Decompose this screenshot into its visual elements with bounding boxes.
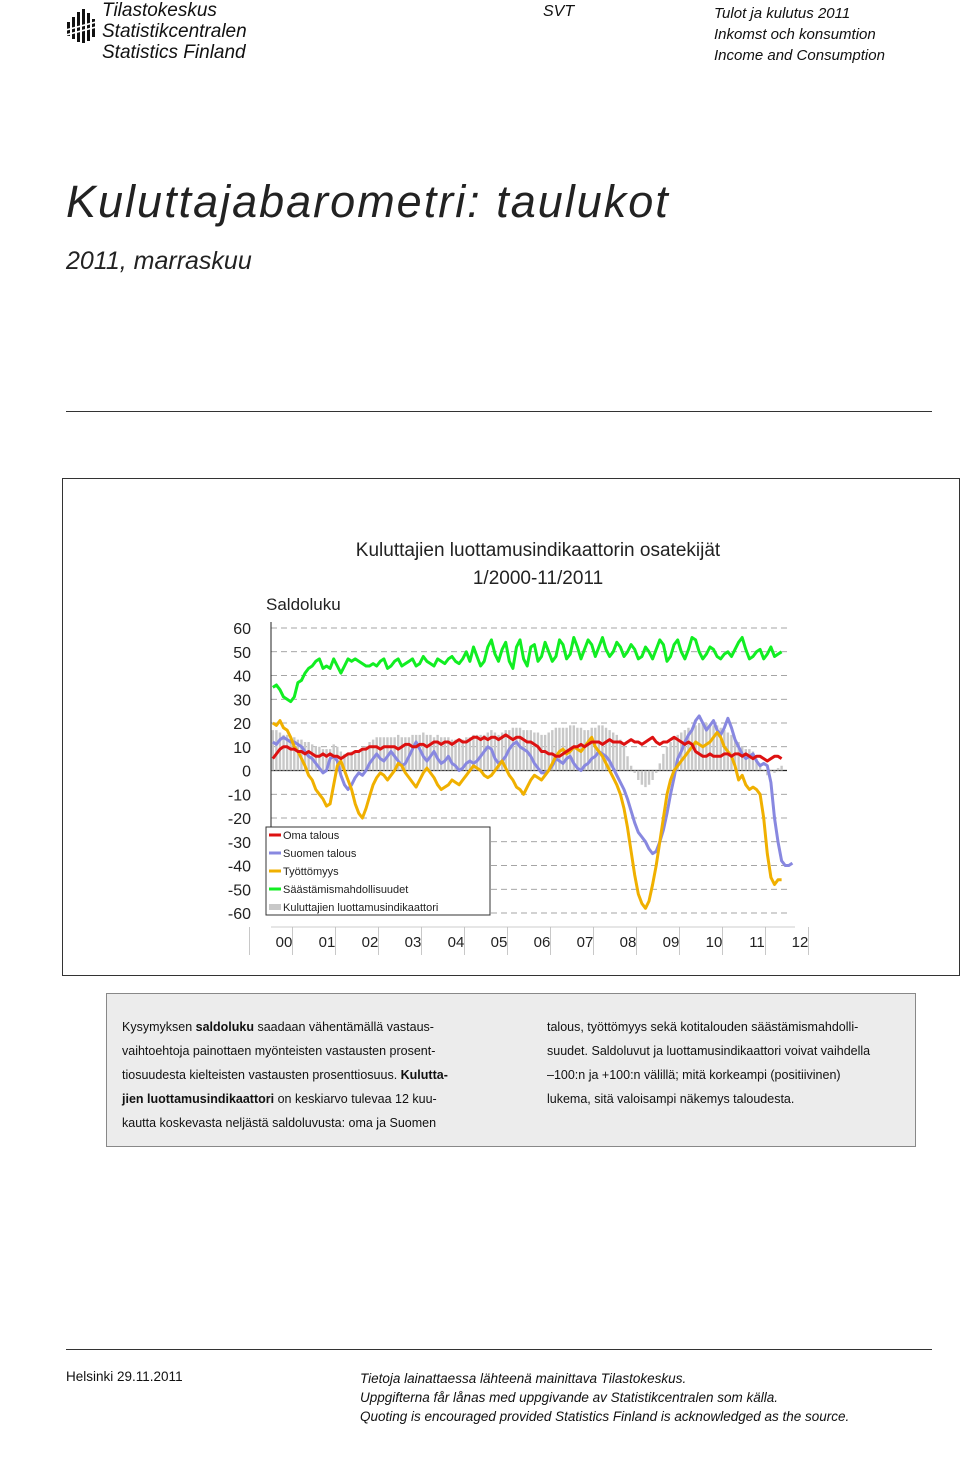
definition-right-line xyxy=(547,1063,899,1087)
indicator-bar xyxy=(777,768,779,770)
indicator-bar xyxy=(512,728,514,771)
indicator-bar xyxy=(555,728,557,771)
x-tick-label: 04 xyxy=(447,934,465,951)
indicator-bar xyxy=(272,730,274,770)
indicator-bar xyxy=(655,771,657,773)
y-unit-label: Saldoluku xyxy=(266,595,341,614)
text-segment: tiosuudesta kielteisten vastausten prosenttiosuus. xyxy=(122,1068,401,1082)
x-tick-label: 02 xyxy=(361,934,379,951)
indicator-bar xyxy=(666,747,668,771)
indicator-bar xyxy=(709,725,711,770)
indicator-bar xyxy=(616,735,618,771)
x-tick-label: 10 xyxy=(705,934,723,951)
y-tick-label: 50 xyxy=(233,644,251,662)
indicator-bar xyxy=(347,754,349,771)
x-tick-label: 06 xyxy=(533,934,551,951)
indicator-bar xyxy=(275,730,277,770)
chart-title: Kuluttajien luottamusindikaattorin osatekijät xyxy=(355,540,721,561)
text-segment: –100:n ja +100:n välillä; mitä korkeampi (positiivinen) xyxy=(547,1068,841,1082)
indicator-bar xyxy=(630,766,632,771)
definition-right-line xyxy=(547,1015,899,1039)
definition-left-line xyxy=(122,1015,478,1039)
definition-left-line xyxy=(122,1063,478,1087)
x-tick-label: 08 xyxy=(619,934,637,951)
publication-place-date: Helsinki 29.11.2011 xyxy=(66,1369,183,1384)
indicator-bar xyxy=(436,735,438,771)
indicator-bar xyxy=(770,771,772,772)
legend-label: Oma talous xyxy=(283,830,340,842)
citation-fi: Tietoja lainattaessa lähteenä mainittava Tilastokeskus. xyxy=(360,1371,687,1386)
indicator-bar xyxy=(426,735,428,771)
text-segment: vaihtoehtoja painottaen myönteisten vastausten prosent- xyxy=(122,1044,436,1058)
indicator-bar xyxy=(712,725,714,770)
indicator-bar xyxy=(634,771,636,773)
indicator-bar xyxy=(591,728,593,771)
citation-sv: Uppgifterna får lånas med uppgivande av Statistikcentralen som källa. xyxy=(360,1390,778,1405)
indicator-bar xyxy=(641,771,643,785)
definition-right-line xyxy=(547,1087,899,1111)
indicator-bar xyxy=(530,730,532,770)
indicator-bar xyxy=(415,735,417,771)
indicator-bar xyxy=(548,733,550,771)
org-name-fi: Tilastokeskus xyxy=(102,0,217,21)
indicator-bar xyxy=(780,766,782,771)
indicator-bar xyxy=(601,725,603,770)
text-segment: Kysymyksen xyxy=(122,1020,196,1034)
x-tick-label: 09 xyxy=(662,934,680,951)
document-subtitle: 2011, marraskuu xyxy=(66,247,252,275)
y-tick-label: 20 xyxy=(233,716,251,733)
indicator-bar xyxy=(659,763,661,770)
legend-label: Säästämismahdollisuudet xyxy=(283,884,409,896)
indicator-bar xyxy=(282,735,284,771)
y-tick-label: 30 xyxy=(233,692,251,710)
definition-text-left xyxy=(122,1015,478,1135)
org-name-sv: Statistikcentralen xyxy=(102,21,247,42)
y-tick-label: 60 xyxy=(233,621,251,638)
definition-box xyxy=(106,993,916,1147)
x-tick-label: 05 xyxy=(490,934,508,951)
x-tick-label: 11 xyxy=(749,934,765,951)
indicator-bar xyxy=(379,737,381,770)
org-name-en: Statistics Finland xyxy=(102,42,246,63)
confidence-components-chart xyxy=(63,479,959,975)
indicator-bar xyxy=(626,756,628,770)
indicator-bar xyxy=(361,749,363,770)
y-tick-label: -20 xyxy=(227,811,251,828)
x-tick-label: 07 xyxy=(576,934,594,951)
indicator-bar xyxy=(651,771,653,781)
indicator-bar xyxy=(662,754,664,771)
statistics-category xyxy=(714,3,885,66)
x-tick-label: 01 xyxy=(318,934,336,951)
definition-left-line xyxy=(122,1039,478,1063)
series-tag: SVT xyxy=(543,3,575,20)
divider-bottom xyxy=(66,1349,932,1350)
legend-label: Kuluttajien luottamusindikaattori xyxy=(283,902,439,914)
indicator-bar xyxy=(383,737,385,770)
legend-label: Työttömyys xyxy=(283,866,339,878)
term-highlight: saldoluku xyxy=(195,1020,254,1034)
indicator-bar xyxy=(763,771,765,772)
indicator-bar xyxy=(458,742,460,771)
indicator-bar xyxy=(644,771,646,788)
citation-notes xyxy=(360,1369,849,1426)
legend-swatch xyxy=(269,904,281,910)
text-segment: saadaan vähentämällä vastaus- xyxy=(253,1020,434,1034)
statistics-finland-logo-icon xyxy=(66,8,96,48)
indicator-bar xyxy=(469,737,471,770)
citation-en: Quoting is encouraged provided Statistics Finland is acknowledged as the source. xyxy=(360,1409,850,1424)
indicator-bar xyxy=(515,728,517,771)
indicator-bar xyxy=(648,771,650,785)
indicator-bar xyxy=(637,771,639,781)
definition-left-line xyxy=(122,1087,478,1111)
indicator-bar xyxy=(358,752,360,771)
y-tick-label: -50 xyxy=(227,882,251,900)
x-tick-label: 00 xyxy=(275,934,293,951)
y-tick-label: 0 xyxy=(242,763,251,781)
indicator-bar xyxy=(669,742,671,771)
legend-label: Suomen talous xyxy=(283,848,357,860)
term-highlight: jien luottamusindikaattori xyxy=(122,1092,275,1106)
indicator-bar xyxy=(558,728,560,771)
indicator-bar xyxy=(354,752,356,771)
term-highlight: Kulutta- xyxy=(400,1068,448,1082)
chart-subtitle: 1/2000-11/2011 xyxy=(472,568,604,589)
indicator-bar xyxy=(476,735,478,771)
category-fi: Tulot ja kulutus 2011 xyxy=(714,5,851,22)
indicator-bar xyxy=(623,747,625,771)
definition-right-line xyxy=(547,1039,899,1063)
divider-top xyxy=(66,411,932,412)
indicator-bar xyxy=(773,771,775,773)
document-title: Kuluttajabarometri: taulukot xyxy=(66,176,670,227)
text-segment: on keskiarvo tulevaa 12 kuu- xyxy=(274,1092,437,1106)
category-sv: Inkomst och konsumtion xyxy=(714,26,876,43)
x-tick-label: 03 xyxy=(404,934,422,951)
definition-left-line xyxy=(122,1111,478,1135)
indicator-bar xyxy=(322,749,324,770)
x-tick-label: 12 xyxy=(791,934,809,951)
organization-names xyxy=(102,0,247,63)
indicator-bar xyxy=(748,749,750,770)
text-segment: kautta koskevasta neljästä saldoluvusta: oma ja Suomen xyxy=(122,1116,437,1130)
series-line-3 xyxy=(273,638,782,702)
y-tick-label: -10 xyxy=(227,787,251,805)
chart-panel xyxy=(62,478,960,976)
indicator-bar xyxy=(684,730,686,770)
y-tick-label: -60 xyxy=(227,906,251,923)
text-segment: talous, työttömyys sekä kotitalouden säästämismahdolli- xyxy=(547,1020,859,1034)
y-tick-label: -40 xyxy=(227,858,251,876)
category-en: Income and Consumption xyxy=(714,47,885,64)
text-segment: lukema, sitä valoisampi näkemys taloudesta. xyxy=(547,1092,795,1106)
y-tick-label: 40 xyxy=(233,668,251,686)
text-segment: suudet. Saldoluvut ja luottamusindikaattori voivat vaihdella xyxy=(547,1044,871,1058)
y-tick-label: -30 xyxy=(227,834,251,852)
y-tick-label: 10 xyxy=(233,739,251,757)
definition-text-right xyxy=(547,1015,899,1111)
